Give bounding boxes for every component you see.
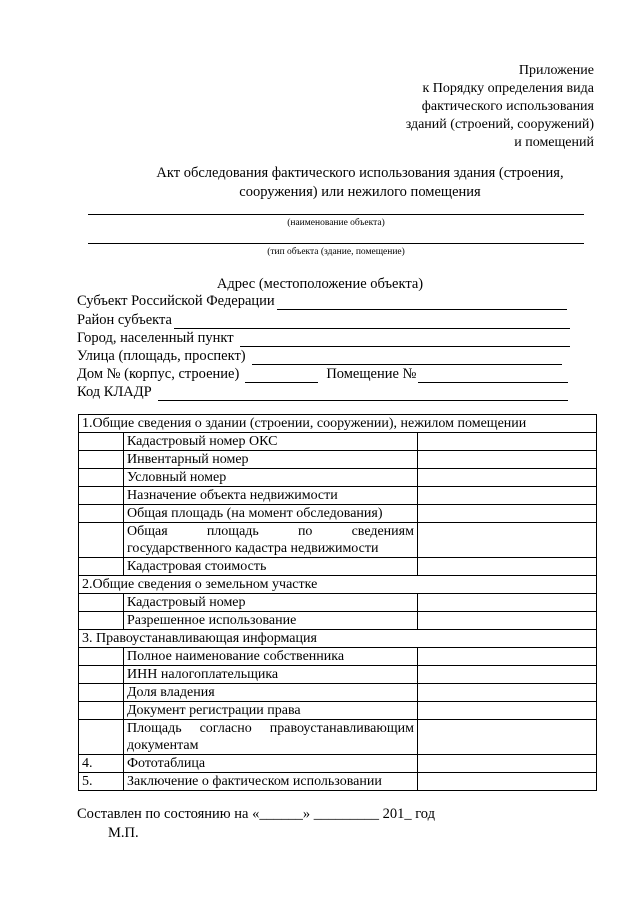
- row-label: Документ регистрации права: [124, 702, 418, 720]
- section-1-heading: 1.Общие сведения о здании (строении, сооружении), нежилом помещении: [79, 415, 597, 433]
- row-value[interactable]: [418, 702, 597, 720]
- document-title: [80, 164, 640, 202]
- row-value[interactable]: [418, 594, 597, 612]
- table-row: [79, 594, 597, 612]
- table-row: [79, 612, 597, 630]
- row-value[interactable]: [418, 755, 597, 773]
- address-house-field: [77, 366, 568, 383]
- row-number: 4.: [79, 755, 124, 773]
- row-value[interactable]: [418, 612, 597, 630]
- table-row: [79, 755, 597, 773]
- address-city-label: Город, населенный пункт: [77, 330, 234, 346]
- address-district-field: [77, 312, 570, 329]
- row-value[interactable]: [418, 720, 597, 755]
- row-label: Назначение объекта недвижимости: [124, 487, 418, 505]
- table-row: [79, 684, 597, 702]
- row-label-area-state-cadastre: Общая площадь по сведениям государственного кадастра недвижимости: [124, 523, 418, 558]
- table-section-row: [79, 630, 597, 648]
- row-label: Инвентарный номер: [124, 451, 418, 469]
- row-label: Полное наименование собственника: [124, 648, 418, 666]
- address-room-blank[interactable]: [418, 369, 568, 383]
- row-label: Условный номер: [124, 469, 418, 487]
- address-kladr-blank[interactable]: [158, 387, 568, 401]
- row-label: Общая площадь (на момент обследования): [124, 505, 418, 523]
- address-kladr-field: [77, 384, 568, 401]
- row-label: ИНН налогоплательщика: [124, 666, 418, 684]
- table-row: [79, 505, 597, 523]
- row-label: Разрешенное использование: [124, 612, 418, 630]
- appendix-line: Приложение: [518, 63, 594, 78]
- appendix-line: зданий (строений, сооружений): [405, 117, 594, 132]
- appendix-header: [406, 62, 594, 152]
- row-number: 5.: [79, 773, 124, 791]
- address-house-blank[interactable]: [245, 369, 318, 383]
- row-value[interactable]: [418, 433, 597, 451]
- address-city-blank[interactable]: [240, 333, 570, 347]
- appendix-line: фактического использования: [421, 99, 594, 114]
- row-value[interactable]: [418, 558, 597, 576]
- table-row: [79, 773, 597, 791]
- row-label: Кадастровая стоимость: [124, 558, 418, 576]
- table-row: [79, 523, 597, 558]
- address-street-label: Улица (площадь, проспект): [77, 348, 246, 364]
- composed-date-line: Составлен по состоянию на «______» _________ 201_ год: [77, 806, 436, 822]
- appendix-line: к Порядку определения вида: [422, 81, 594, 96]
- address-house-label: Дом № (корпус, строение): [77, 366, 240, 382]
- row-value[interactable]: [418, 487, 597, 505]
- title-line-2: сооружения) или нежилого помещения: [239, 184, 481, 200]
- address-street-field: [77, 348, 562, 365]
- row-value[interactable]: [418, 648, 597, 666]
- row-label: Фототаблица: [124, 755, 418, 773]
- object-type-line: [88, 243, 584, 244]
- table-section-row: [79, 415, 597, 433]
- address-district-blank[interactable]: [174, 315, 570, 329]
- table-row: [79, 433, 597, 451]
- address-kladr-label: Код КЛАДР: [77, 384, 152, 400]
- address-district-label: Район субъекта: [77, 312, 172, 328]
- stamp-place: М.П.: [108, 825, 139, 841]
- row-value[interactable]: [418, 684, 597, 702]
- address-subject-label: Субъект Российской Федерации: [77, 293, 275, 309]
- address-title: Адрес (местоположение объекта): [216, 276, 424, 292]
- row-value[interactable]: [418, 773, 597, 791]
- row-label: Заключение о фактическом использовании: [124, 773, 418, 791]
- section-3-heading: 3. Правоустанавливающая информация: [79, 630, 597, 648]
- row-value[interactable]: [418, 523, 597, 558]
- row-label: Доля владения: [124, 684, 418, 702]
- address-subject-blank[interactable]: [277, 296, 567, 310]
- row-label: Кадастровый номер ОКС: [124, 433, 418, 451]
- row-value[interactable]: [418, 469, 597, 487]
- title-line-1: Акт обследования фактического использования здания (строения,: [156, 165, 564, 181]
- object-name-line: [88, 214, 584, 215]
- table-row: [79, 648, 597, 666]
- inspection-table: [78, 414, 597, 791]
- row-value[interactable]: [418, 451, 597, 469]
- appendix-line: и помещений: [514, 135, 594, 150]
- address-city-field: [77, 330, 570, 347]
- object-name-caption: (наименование объекта): [287, 218, 385, 228]
- table-row: [79, 451, 597, 469]
- table-row: [79, 702, 597, 720]
- table-row: [79, 469, 597, 487]
- table-section-row: [79, 576, 597, 594]
- object-type-caption: (тип объекта (здание, помещение): [267, 247, 405, 257]
- row-label-area-documents: Площадь согласно правоустанавливающим документам: [124, 720, 418, 755]
- row-label: Кадастровый номер: [124, 594, 418, 612]
- section-2-heading: 2.Общие сведения о земельном участке: [79, 576, 597, 594]
- address-subject-field: [77, 293, 567, 310]
- address-street-blank[interactable]: [252, 351, 562, 365]
- row-value[interactable]: [418, 505, 597, 523]
- row-value[interactable]: [418, 666, 597, 684]
- table-row: [79, 666, 597, 684]
- table-row: [79, 487, 597, 505]
- table-row: [79, 720, 597, 755]
- table-row: [79, 558, 597, 576]
- address-room-label: Помещение №: [326, 366, 417, 382]
